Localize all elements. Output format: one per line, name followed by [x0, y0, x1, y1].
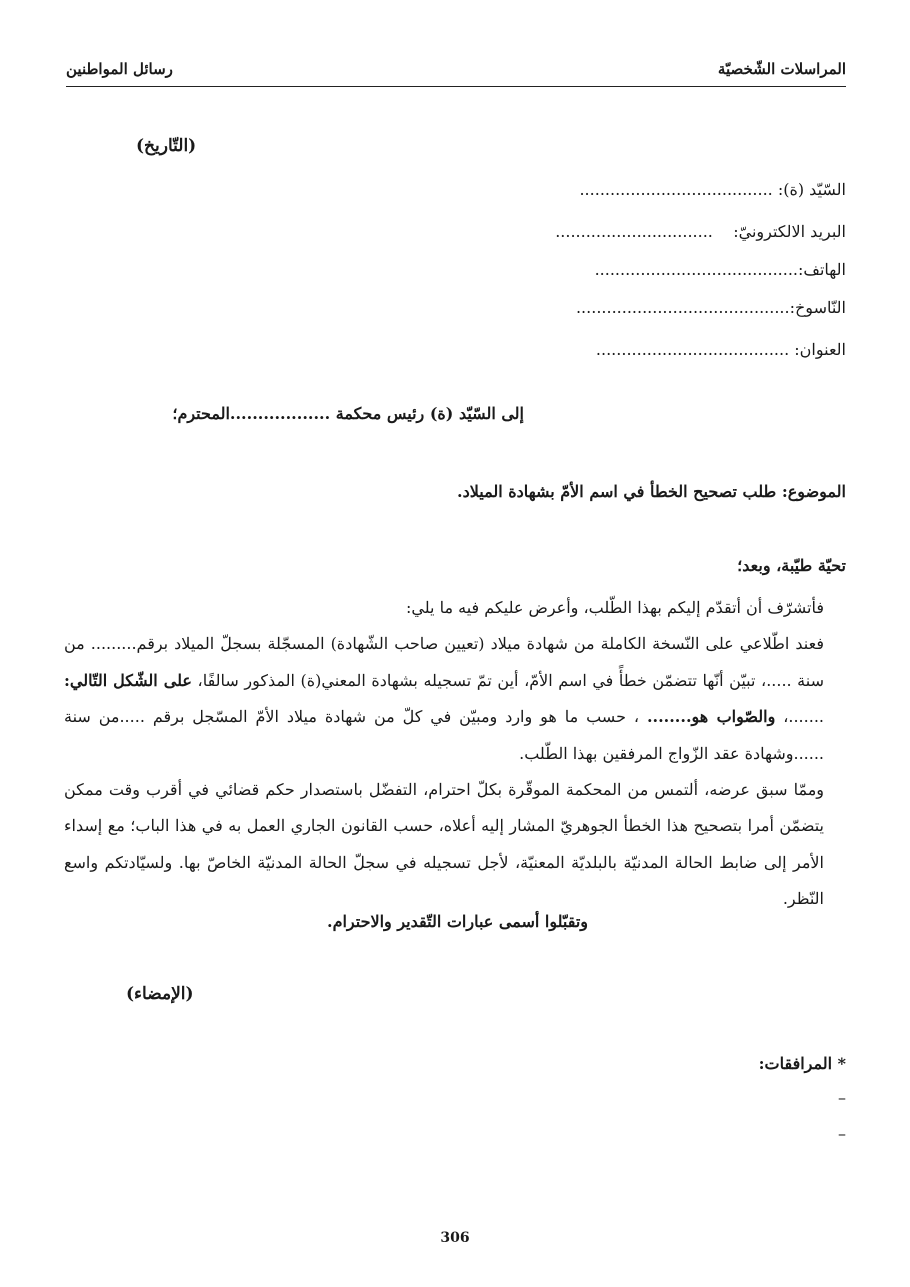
page-header	[66, 56, 846, 87]
body-paragraph-2	[64, 626, 846, 772]
body-paragraph-2-bold-2: والصّواب هو........	[646, 707, 776, 727]
sender-fax-dots: ..........................................	[575, 298, 790, 317]
attachment-item-2: –	[838, 1124, 846, 1143]
attachments-label: * المرافقات:	[758, 1054, 846, 1073]
body-paragraph-2-part-a: فعند اطّلاعي على النّسخة الكاملة من شهادة ميلاد (تعيين صاحب الشّهادة) المسجّلة بسجلّ الميلاد برقم......... من سنة .....، تبيّن أنّها تتضمّن خطأً في اسم الأمّ، أين تمّ تسجيله بشهادة المعني(ة) المذكور سالفًا،	[64, 634, 824, 690]
closing-line: وتقبّلوا أسمى عبارات التّقدير والاحترام.	[327, 912, 588, 931]
sender-email-label: البريد الالكترونيّ:	[733, 222, 846, 241]
attachment-item-1: –	[838, 1088, 846, 1107]
sender-name-label: السّيّد (ة):	[777, 180, 846, 199]
letter-body	[64, 590, 846, 918]
body-paragraph-2-part-c: .......،	[775, 707, 824, 727]
sender-address-dots: ......................................	[595, 340, 790, 359]
sender-phone-field	[595, 260, 846, 279]
sender-address-field	[596, 340, 846, 359]
sender-fax-field	[576, 298, 846, 317]
sender-name-dots: ......................................	[579, 180, 773, 199]
body-paragraph-2-part-d: ، حسب ما هو وارد ومبيّن في كلّ من شهادة ميلاد الأمّ المسّجل برقم .....من سنة ......وشهادة عقد الزّواج المرفقين بهذا الطّلب.	[64, 707, 824, 763]
header-section-title: المراسلات الشّخصيّة	[717, 60, 846, 78]
sender-email-field	[555, 222, 846, 241]
header-chapter-title: رسائل المواطنين	[66, 60, 173, 78]
page-number: 306	[440, 1230, 470, 1246]
body-paragraph-1: فأتشرّف أن أتقدّم إليكم بهذا الطّلب، وأعرض عليكم فيه ما يلي:	[406, 598, 824, 617]
date-placeholder: (التّاريخ)	[136, 136, 197, 156]
body-paragraph-2-bold-1: على الشّكل التّالي:	[64, 670, 192, 690]
sender-name-field	[579, 180, 846, 199]
greeting: تحيّة طيّبة، وبعد؛	[737, 556, 846, 575]
recipient-line: إلى السّيّد (ة) رئيس محكمة ..................المحترم؛	[172, 404, 524, 423]
sender-phone-dots: ........................................	[594, 260, 799, 279]
sender-address-label: العنوان:	[794, 340, 846, 359]
sender-fax-label: النّاسوخ:	[789, 298, 846, 317]
subject-line: الموضوع: طلب تصحيح الخطأ في اسم الأمّ بشهادة الميلاد.	[457, 482, 846, 501]
signature-placeholder: (الإمضاء)	[126, 984, 194, 1004]
body-paragraph-3: وممّا سبق عرضه، ألتمس من المحكمة الموقّرة بكلّ احترام، التفضّل باستصدار حكم قضائي في أقرب وقت ممكن يتضمّن أمرا بتصحيح هذا الخطأ الجوهريّ المشار إليه أعلاه، حسب القانون الجاري العمل به في هذا الباب؛ مع إسداء الأمر إلى ضابط الحالة المدنيّة بالبلديّة المعنيّة، لأجل تسجيله في سجلّ الحالة المدنيّة الخاصّ بها. ولسيّادتكم واسع النّظر.	[64, 780, 824, 909]
sender-phone-label: الهاتف:	[798, 260, 846, 279]
sender-email-dots: ...............................	[555, 222, 713, 241]
